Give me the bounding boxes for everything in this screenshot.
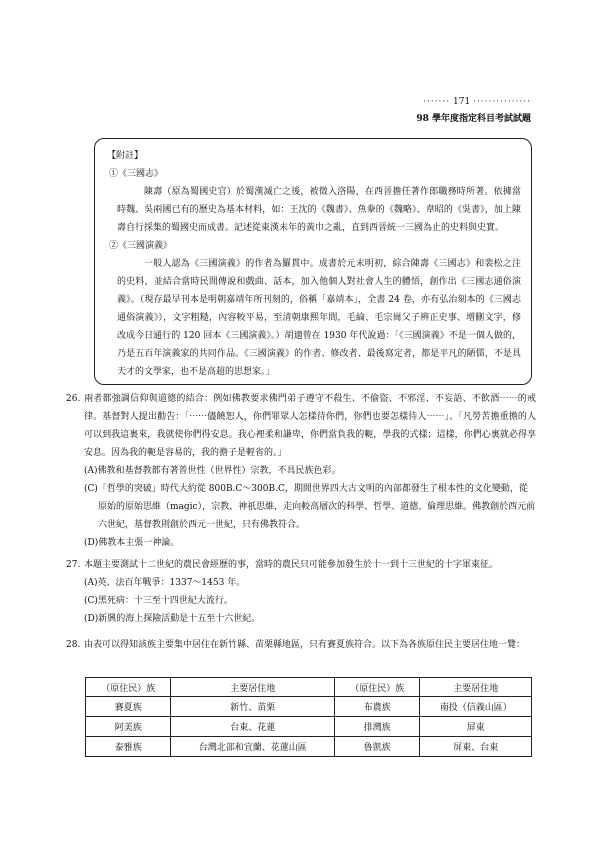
table-header-cell: （原住民）族	[86, 678, 171, 697]
table-row	[86, 737, 532, 757]
table-header-cell: 主要居住地	[171, 678, 335, 697]
table-cell: 魯凱族	[335, 737, 420, 757]
tribes-table	[85, 677, 532, 757]
question-27	[66, 556, 536, 628]
question-stem: 兩者都強調信仰與道德的結合：例如佛教要求佛門弟子遵守不殺生、不偷盜、不邪淫、不妄語、不飲酒⋯⋯的戒律。基督對人提出勸告：「⋯⋯儘饒恕人，你們罪眾人怎樣待你們，你們也要怎樣待人⋯⋯」、「凡勞苦擔重擔的人可以到我這裏來，我就使你們得安息。我心裡柔和謙卑，你們當負我的軛，學我的式樣；這樣，你們心裏就必得享安息。因為我的軛是容易的，我的擔子是輕省的。」	[84, 394, 536, 458]
question-option: (C)「哲學的突破」時代大約從 800B.C～300B.C，期間世界四大古文明的內部都發生了根本性的文化變動，從原始的原始思維（magic），宗教、神祇思維，走向較高層次的科學、哲學、道德、倫理思維。佛教創於西元前六世紀，基督教則創於西元一世紀，只有佛教符合。	[84, 484, 536, 530]
question-28	[66, 636, 536, 654]
table-cell: 阿美族	[86, 717, 171, 737]
question-option: (C)黑死病：十三至十四世紀大流行。	[84, 596, 233, 606]
page-header-title: 98 學年度指定科目考試試題	[416, 114, 531, 124]
note-paragraph: 一般人認為《三國演義》的作者為羅貫中。成書於元末明初，綜合陳壽《三國志》和裴松之注的史料，並結合當時民間傳說和戲曲、話本，加入他個人對社會人生的體悟，創作出《三國志通俗演義》。（現存最早刊本是明朝嘉靖年所刊刻的，俗稱「嘉靖本」，全書 24 卷，亦有弘治刻本的《三國志通俗演義》），文字粗糙，內容較平易，至清朝康熙年間，毛綸、毛宗崗父子辨正史事、增刪文字，修改成今日通行的 120 回本《三國演義》。）胡適曾在 1930 年代說過：「《三國演義》不是一個人做的，乃是五百年演義家的共同作品。《三國演義》的作者、修改者、最後寫定者，都是平凡的陋儒，不是具天才的文學家，也不是高超的思想家。」	[117, 259, 521, 377]
leader-dots: ···············	[473, 97, 531, 107]
table-cell: 南投（信義山區）	[420, 697, 532, 717]
note-box	[94, 138, 532, 385]
table-cell: 台東、花蓮	[171, 717, 335, 737]
table-cell: 布農族	[335, 697, 420, 717]
question-number: 28.	[66, 640, 81, 650]
question-option: (A)佛教和基督教都有著普世性（世界性）宗教，不具民族色彩。	[84, 466, 341, 476]
question-option: (A)英、法百年戰爭：1337～1453 年。	[84, 578, 246, 588]
leader-dots: ·······	[423, 97, 451, 107]
question-number: 27.	[66, 560, 81, 570]
question-stem: 由表可以得知該族主要集中居住在新竹縣、苗栗縣地區，只有賽夏族符合。以下為各族原住民主要居住地一覽：	[84, 640, 526, 650]
page-header	[416, 97, 531, 124]
table-cell: 新竹、苗栗	[171, 697, 335, 717]
table-header-row	[86, 678, 532, 697]
table-row	[86, 697, 532, 717]
question-26	[66, 390, 536, 552]
question-option: (D)新興的海上探險活動是十五至十六世紀。	[84, 614, 261, 624]
question-option: (D)佛教本主張一神論。	[84, 538, 180, 548]
note-item-title: ①《三國志》	[109, 169, 164, 179]
note-label: 【附註】	[107, 151, 144, 161]
table-row	[86, 717, 532, 737]
question-stem: 本題主要測試十二世紀的農民會經歷的事，當時的農民只可能參加發生於十一到十三世紀的十字軍東征。	[84, 560, 499, 570]
table-cell: 屏東、台東	[420, 737, 532, 757]
table-cell: 泰雅族	[86, 737, 171, 757]
table-cell: 賽夏族	[86, 697, 171, 717]
table-cell: 屏東	[420, 717, 532, 737]
table-cell: 排灣族	[335, 717, 420, 737]
note-item-title: ②《三國演義》	[109, 241, 173, 251]
page-number: 171	[453, 97, 471, 107]
table-header-cell: （原住民）族	[335, 678, 420, 697]
note-paragraph: 陳壽（原為蜀國史官）於蜀漢滅亡之後，被徵入洛陽，在西晉擔任著作郎職務時所著。依據當時魏、吳兩國已有的歷史為基本材料，如：王沈的《魏書》、魚豢的《魏略》、韋昭的《吳書》，加上陳壽自行採集的蜀國史而成書。記述從東漢末年的黃巾之亂，直到西晉統一三國為止的史料與史實。	[117, 187, 521, 233]
question-number: 26.	[66, 394, 81, 404]
table-cell: 台灣北部和宜蘭、花蓮山區	[171, 737, 335, 757]
table-header-cell: 主要居住地	[420, 678, 532, 697]
page-number-line	[416, 97, 531, 107]
